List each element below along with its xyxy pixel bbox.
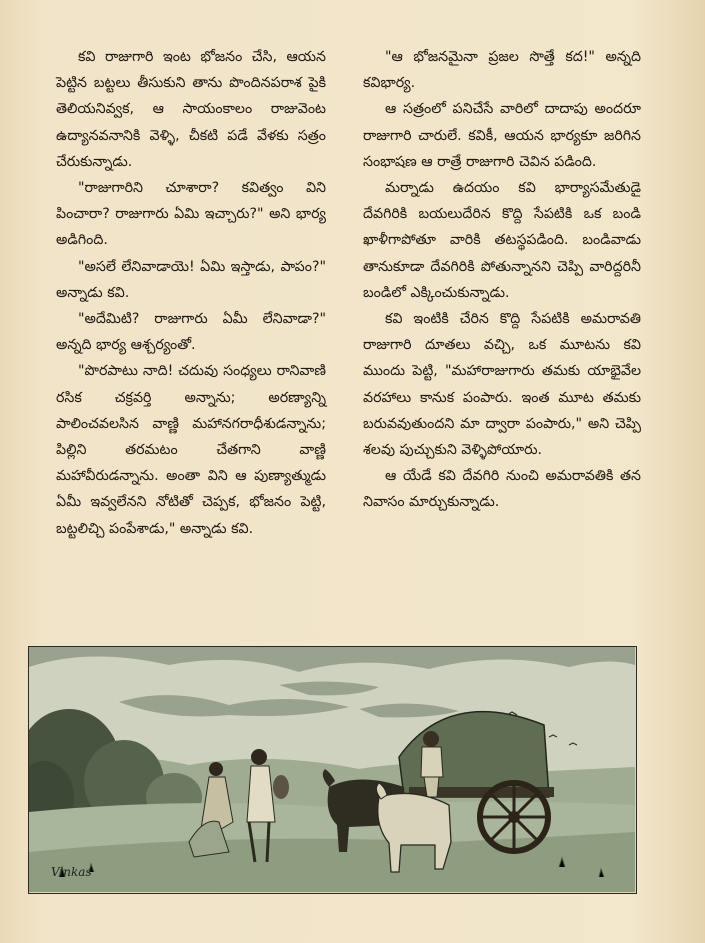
paragraph: కవి ఇంటికి చేరిన కొద్ది సేపటికి అమరావతి రాజుగారి దూతలు వచ్చి, ఒక మూటను కవి ముందు పెట్టి, "మహారాజుగారు తమకు యాభైవేల వరహాలు కానుక పంపారు. ఇంత మూట తమకు బరువవుతుందని మా ద్వారా పంపారు," అని చెప్పి శలవు పుచ్చుకుని వెళ్ళిపోయారు. (363, 311, 641, 459)
paragraph: "పొరపాటు నాది! చదువు సంధ్యలు రానివాణి రసిక చక్రవర్తి అన్నాను; అరణ్యాన్ని పాలించవలసిన వాణ్ణి మహానగరాధీశుడన్నాను; పిల్లిని తరమటం చేతగాని వాణ్ణి మహావీరుడన్నాను. అంతా విని ఆ పుణ్యాత్ముడు ఏమీ ఇవ్వలేనని నోటితో చెప్పక, భోజనం పెట్టి, బట్టలిచ్చి పంపేశాడు," అన్నాడు కవి. (56, 363, 326, 537)
paragraph: ఆ యేడే కవి దేవగిరి నుంచి అమరావతికి తన నివాసం మార్చుకున్నాడు. (363, 468, 641, 511)
paragraph: "ఆ భోజనమైనా ప్రజల సొత్తే కద!" అన్నది కవిభార్య. (363, 49, 641, 92)
artist-signature: Vinkas (51, 865, 92, 879)
paragraph: మర్నాడు ఉదయం కవి భార్యాసమేతుడై దేవగిరికి బయలుదేరిన కొద్ది సేపటికి ఒక బండి ఖాళీగాపోతూ వారికి తటస్థపడింది. బండివాడు తానుకూడా దేవగిరికి పోతున్నానని చెప్పి వారిద్దరినీ బండిలో ఎక్కించుకున్నాడు. (363, 180, 641, 301)
paragraph: "అదేమిటి? రాజుగారు ఏమీ లేనివాడా?" అన్నది భార్య ఆశ్చర్యంతో. (56, 311, 326, 354)
paragraph: కవి రాజుగారి ఇంట భోజనం చేసి, ఆయన పెట్టిన బట్టలు తీసుకుని తాను పొందినపరాశ పైకి తెలియనివ్వక, ఆ సాయంకాలం రాజువెంట ఉద్యానవనానికి వెళ్ళి, చీకటి పడే వేళకు సత్రం చేరుకున్నాడు. (56, 49, 326, 170)
bullock-cart-scene-image (29, 647, 635, 892)
paragraph: ఆ సత్రంలో పనిచేసే వారిలో దాదాపు అందరూ రాజుగారి చారులే. కవికీ, ఆయన భార్యకూ జరిగిన సంభాషణ ఆ రాత్రే రాజుగారి చెవిన పడింది. (363, 101, 641, 170)
paragraph: "రాజుగారిని చూశారా? కవిత్వం విని పించారా? రాజుగారు ఏమి ఇచ్చారు?" అని భార్య అడిగింది. (56, 180, 326, 249)
left-text-column (56, 44, 326, 542)
story-illustration (28, 646, 637, 894)
right-text-column (363, 44, 641, 516)
paragraph: "అసలే లేనివాడాయె! ఏమి ఇస్తాడు, పాపం?" అన్నాడు కవి. (56, 258, 326, 301)
